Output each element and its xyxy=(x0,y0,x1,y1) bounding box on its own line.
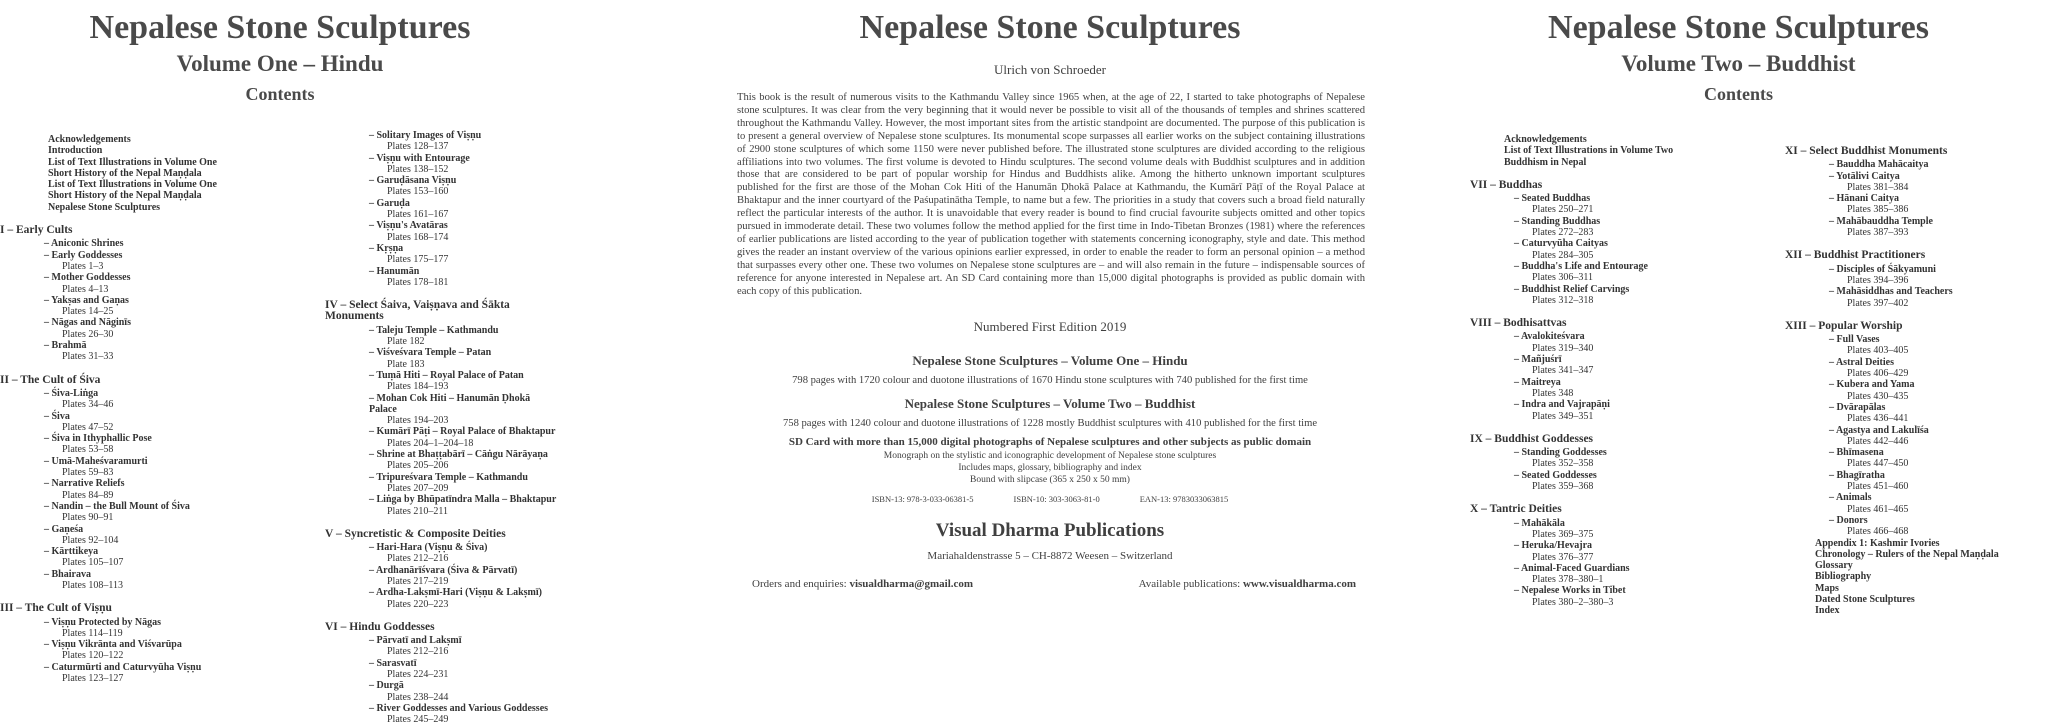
toc-front-matter-entry: Index xyxy=(1815,605,1840,617)
toc-entry: – Viśveśvara Temple – Patan xyxy=(325,347,560,358)
volume-two-title: Volume Two – Buddhist xyxy=(1621,51,1856,76)
toc-entry: – Mohan Cok Hiti – Hanumān Ḍhokā Palace xyxy=(325,393,560,416)
toc-entry: – Viṣṇu's Avatāras xyxy=(325,220,560,231)
toc-plates-range: Plates 312–318 xyxy=(1532,294,1594,306)
toc-entry: – Maitreya xyxy=(1470,377,1770,388)
toc-plates-range: Plates 175–177 xyxy=(387,254,449,266)
volume-one-description: 798 pages with 1720 colour and duotone illustrations of 1670 Hindu stone sculptures with 740 published for the first time xyxy=(792,374,1308,386)
orders-label: Orders and enquiries: xyxy=(752,577,847,590)
edition-line: Numbered First Edition 2019 xyxy=(973,318,1127,334)
toc-section-heading: XI – Select Buddhist Monuments xyxy=(1785,145,1948,157)
toc-entry: – Agastya and Lakulīśa xyxy=(1785,425,2047,436)
toc-plates-range: Plates 178–181 xyxy=(387,276,449,288)
publisher-address: Mariahaldenstrasse 5 – CH-8872 Weesen – Switzerland xyxy=(927,549,1173,562)
toc-plates-range: Plates 59–83 xyxy=(62,467,114,479)
toc-plates-range: Plates 397–402 xyxy=(1847,297,1909,309)
volume-two-contents-panel xyxy=(1430,0,2047,657)
toc-plates-range: Plates 224–231 xyxy=(387,669,449,681)
toc-plates-range: Plates 210–211 xyxy=(387,505,449,517)
toc-plates-range: Plates 380–2–380–3 xyxy=(1532,596,1614,608)
toc-entry: – Standing Buddhas xyxy=(1470,216,1770,227)
toc-plates-range: Plates 466–468 xyxy=(1847,526,1909,538)
toc-entry: – Narrative Reliefs xyxy=(0,478,320,489)
toc-entry: – Śiva-Liṅga xyxy=(0,388,320,399)
toc-front-matter-entry: Acknowledgements xyxy=(1504,134,1587,145)
toc-front-matter-entry: Nepalese Stone Sculptures xyxy=(48,201,161,213)
toc-entry: – Tuṃā Hiti – Royal Palace of Patan xyxy=(325,370,560,381)
toc-entry: – Bhairava xyxy=(0,569,320,580)
toc-plates-range: Plates 284–305 xyxy=(1532,249,1594,261)
toc-front-matter-entry: Buddhism in Nepal xyxy=(1504,156,1587,168)
toc-plates-range: Plates 212–216 xyxy=(387,646,449,658)
toc-plates-range: Plates 394–396 xyxy=(1847,274,1909,286)
toc-plates-range: Plates 238–244 xyxy=(387,691,449,703)
volume-one-title: Volume One – Hindu xyxy=(176,51,384,76)
toc-plates-range: Plates 168–174 xyxy=(387,231,449,243)
toc-entry: – Mahābauddha Temple xyxy=(1785,216,2047,227)
volume-one-contents-panel xyxy=(0,0,560,726)
author-name: Ulrich von Schroeder xyxy=(994,62,1106,77)
toc-entry: – Kubera and Yama xyxy=(1785,379,2047,390)
toc-plates-range: Plates 31–33 xyxy=(62,351,114,363)
toc-plates-range: Plates 461–465 xyxy=(1847,503,1909,515)
toc-plates-range: Plates 161–167 xyxy=(387,209,449,221)
toc-plates-range: Plates 442–446 xyxy=(1847,435,1909,447)
toc-plates-range: Plates 53–58 xyxy=(62,444,114,456)
toc-plates-range: Plates 84–89 xyxy=(62,489,114,501)
toc-plates-range: Plates 128–137 xyxy=(387,141,449,153)
toc-entry: – Taleju Temple – Kathmandu xyxy=(325,325,560,336)
toc-plates-range: Plate 182 xyxy=(387,336,425,348)
toc-entry: – Bauddha Mahācaitya xyxy=(1785,159,2047,170)
toc-plates-range: Plates 378–380–1 xyxy=(1532,574,1604,586)
toc-entry: – Early Goddesses xyxy=(0,250,320,261)
book-description-panel xyxy=(730,0,1370,657)
toc-entry: – Seated Goddesses xyxy=(1470,470,1770,481)
toc-entry: – Indra and Vajrapāṇi xyxy=(1470,399,1770,410)
right-sections-column-2 xyxy=(1785,146,2047,538)
orders-email-link[interactable]: visualdharma@gmail.com xyxy=(849,577,974,590)
isbn-10: ISBN-10: 303-3063-81-0 xyxy=(1013,493,1100,504)
toc-entry: – Viṣṇu Vikrānta and Viśvarūpa xyxy=(0,639,320,650)
toc-front-matter-entry: Chronology – Rulers of the Nepal Maṇḍala xyxy=(1815,548,1999,560)
toc-entry: – Animals xyxy=(1785,492,2047,503)
left-toc-column-2 xyxy=(325,130,560,726)
toc-plates-range: Plates 105–107 xyxy=(62,557,124,569)
toc-plates-range: Plates 348 xyxy=(1532,387,1574,399)
right-toc-column-1 xyxy=(1470,134,1770,608)
toc-plates-range: Plates 120–122 xyxy=(62,650,124,662)
toc-plates-range: Plates 138–152 xyxy=(387,163,449,175)
isbn-row xyxy=(730,494,1370,504)
toc-section-heading: VII – Buddhas xyxy=(1470,178,1543,191)
volume-two-description: 758 pages with 1240 colour and duotone illustrations of 1228 mostly Buddhist sculptures with 410 published for the first time xyxy=(782,417,1318,429)
right-front-matter xyxy=(1470,134,1770,168)
toc-plates-range: Plates 4–13 xyxy=(62,283,109,295)
toc-entry: – Avalokiteśvara xyxy=(1470,331,1770,342)
toc-entry: – Sarasvatī xyxy=(325,658,560,669)
toc-plates-range: Plates 220–223 xyxy=(387,598,449,610)
toc-entry: – Solitary Images of Viṣṇu xyxy=(325,130,560,141)
toc-plates-range: Plates 250–271 xyxy=(1532,204,1594,216)
toc-entry: – Astral Deities xyxy=(1785,357,2047,368)
toc-plates-range: Plates 376–377 xyxy=(1532,551,1594,563)
toc-entry: – Mañjuśrī xyxy=(1470,354,1770,365)
toc-plates-range: Plate 183 xyxy=(387,358,425,370)
toc-section-heading: X – Tantric Deities xyxy=(1470,503,1562,516)
toc-front-matter-entry: Bibliography xyxy=(1815,571,1872,583)
toc-plates-range: Plates 436–441 xyxy=(1847,413,1909,425)
toc-entry: – Standing Goddesses xyxy=(1470,447,1770,458)
toc-plates-range: Plates 359–368 xyxy=(1532,481,1594,493)
toc-plates-range: Plates 385–386 xyxy=(1847,204,1909,216)
bound-line: Bound with slipcase (365 x 250 x 50 mm) xyxy=(970,474,1130,485)
left-title: Nepalese Stone Sculptures xyxy=(89,9,471,46)
toc-entry: – Buddhist Relief Carvings xyxy=(1470,284,1770,295)
toc-section-heading: II – The Cult of Śiva xyxy=(0,373,101,386)
toc-entry: – Viṣṇu Protected by Nāgas xyxy=(0,617,320,628)
toc-entry: – Donors xyxy=(1785,515,2047,526)
toc-plates-range: Plates 212–216 xyxy=(387,553,449,565)
volume-one-heading: Nepalese Stone Sculptures – Volume One – Hindu xyxy=(912,352,1188,368)
toc-entry: – Hari-Hara (Viṣṇu & Śiva) xyxy=(325,542,560,553)
toc-plates-range: Plates 14–25 xyxy=(62,306,114,318)
toc-entry: – River Goddesses and Various Goddesses xyxy=(325,703,560,714)
right-title: Nepalese Stone Sculptures xyxy=(1548,9,1929,46)
toc-section-heading: III – The Cult of Viṣṇu xyxy=(0,602,112,615)
contact-row xyxy=(752,578,1356,590)
toc-section-heading: XII – Buddhist Practitioners xyxy=(1785,249,1926,262)
toc-front-matter-entry: Acknowledgements xyxy=(48,134,131,145)
publications-label: Available publications: xyxy=(1138,577,1241,590)
toc-entry: – Garuḍa xyxy=(325,198,560,209)
toc-entry: – Kṛṣṇa xyxy=(325,243,560,254)
toc-plates-range: Plates 207–209 xyxy=(387,482,449,494)
toc-entry: – Yakṣas and Gaṇas xyxy=(0,295,320,306)
middle-title: Nepalese Stone Sculptures xyxy=(859,9,1241,46)
toc-entry: – Caturvyūha Caityas xyxy=(1470,238,1770,249)
toc-plates-range: Plates 1–3 xyxy=(62,260,104,272)
publisher-name: Visual Dharma Publications xyxy=(935,519,1165,541)
toc-plates-range: Plates 369–375 xyxy=(1532,528,1594,540)
left-sections-column-2 xyxy=(325,130,560,726)
toc-entry: – Pārvatī and Lakṣmī xyxy=(325,635,560,646)
toc-entry: – Yotālivi Caitya xyxy=(1785,171,2047,182)
toc-entry: – Ardhanārīśvara (Śiva & Pārvatī) xyxy=(325,565,560,576)
sd-card-line: SD Card with more than 15,000 digital photographs of Nepalese sculptures and other subjects as public domain xyxy=(788,435,1312,448)
toc-entry: – Durgā xyxy=(325,680,560,691)
orders-contact xyxy=(752,578,973,590)
left-front-matter xyxy=(0,134,320,213)
toc-plates-range: Plates 47–52 xyxy=(62,421,114,433)
toc-entry: – Liṅga by Bhūpatīndra Malla – Bhaktapur xyxy=(325,494,560,505)
toc-plates-range: Plates 217–219 xyxy=(387,575,449,587)
toc-entry: – Dvārapālas xyxy=(1785,402,2047,413)
toc-front-matter-entry: Maps xyxy=(1815,582,1839,594)
toc-entry: – Umā-Maheśvaramurti xyxy=(0,456,320,467)
toc-entry: – Nandin – the Bull Mount of Śiva xyxy=(0,501,320,512)
toc-front-matter-entry: Introduction xyxy=(48,145,103,157)
toc-section-heading: I – Early Cults xyxy=(0,224,73,237)
toc-front-matter-entry: Short History of the Nepal Maṇḍala xyxy=(48,167,202,179)
toc-entry: – Ardha-Lakṣmī-Hari (Viṣṇu & Lakṣmī) xyxy=(325,587,560,598)
toc-entry: – Animal-Faced Guardians xyxy=(1470,563,1770,574)
includes-line: Includes maps, glossary, bibliography and index xyxy=(958,462,1142,473)
toc-plates-range: Plates 90–91 xyxy=(62,512,114,524)
toc-entry: – Kārttikeya xyxy=(0,546,320,557)
left-toc-column-1 xyxy=(0,134,320,684)
toc-section-heading: VIII – Bodhisattvas xyxy=(1470,317,1567,330)
toc-plates-range: Plates 123–127 xyxy=(62,673,124,685)
toc-entry: – Heruka/Hevajra xyxy=(1470,540,1770,551)
toc-entry: – Brahmā xyxy=(0,340,320,351)
toc-plates-range: Plates 92–104 xyxy=(62,534,119,546)
toc-plates-range: Plates 352–358 xyxy=(1532,458,1594,470)
toc-entry: – Caturmūrti and Caturvyūha Viṣṇu xyxy=(0,662,320,673)
toc-entry: – Bhagīratha xyxy=(1785,470,2047,481)
toc-plates-range: Plates 349–351 xyxy=(1532,410,1594,422)
toc-front-matter-entry: List of Text Illustrations in Volume One xyxy=(48,179,217,191)
toc-plates-range: Plates 447–450 xyxy=(1847,458,1909,470)
toc-entry: – Hanumān xyxy=(325,266,560,277)
toc-section-heading: VI – Hindu Goddesses xyxy=(325,620,435,633)
toc-entry: – Śiva xyxy=(0,411,320,422)
toc-front-matter-entry: Short History of the Nepal Maṇḍala xyxy=(48,190,202,202)
toc-section-heading: IX – Buddhist Goddesses xyxy=(1470,432,1594,445)
toc-plates-range: Plates 381–384 xyxy=(1847,181,1909,193)
toc-entry: – Tripureśvara Temple – Kathmandu xyxy=(325,472,560,483)
toc-plates-range: Plates 114–119 xyxy=(62,627,123,639)
ean-13: EAN-13: 9783033063815 xyxy=(1139,493,1229,504)
toc-plates-range: Plates 34–46 xyxy=(62,399,114,411)
toc-plates-range: Plates 272–283 xyxy=(1532,227,1594,239)
toc-plates-range: Plates 153–160 xyxy=(387,186,449,198)
toc-plates-range: Plates 194–203 xyxy=(387,415,449,427)
isbn-13: ISBN-13: 978-3-033-06381-5 xyxy=(871,493,974,504)
monograph-line: Monograph on the stylistic and iconographic development of Nepalese stone sculptures xyxy=(883,450,1217,461)
toc-front-matter-entry: List of Text Illustrations in Volume Two xyxy=(1504,145,1674,157)
toc-front-matter-entry: Appendix 1: Kashmir Ivories xyxy=(1815,537,1940,549)
toc-plates-range: Plates 319–340 xyxy=(1532,342,1594,354)
toc-plates-range: Plates 451–460 xyxy=(1847,481,1909,493)
toc-plates-range: Plates 430–435 xyxy=(1847,390,1909,402)
toc-plates-range: Plates 406–429 xyxy=(1847,368,1909,380)
toc-entry: – Mother Goddesses xyxy=(0,272,320,283)
toc-entry: – Disciples of Śākyamuni xyxy=(1785,264,2047,275)
toc-plates-range: Plates 205–206 xyxy=(387,460,449,472)
right-back-matter xyxy=(1785,538,2047,617)
toc-entry: – Buddha's Life and Entourage xyxy=(1470,261,1770,272)
toc-plates-range: Plates 387–393 xyxy=(1847,227,1909,239)
toc-entry: – Seated Buddhas xyxy=(1470,193,1770,204)
toc-entry: – Garuḍāsana Viṣṇu xyxy=(325,175,560,186)
toc-entry: – Kumārī Pāṭi – Royal Palace of Bhaktapur xyxy=(325,426,560,437)
toc-entry: – Mahākāla xyxy=(1470,518,1770,529)
toc-entry: – Nepalese Works in Tibet xyxy=(1470,585,1770,596)
volume-two-heading: Nepalese Stone Sculptures – Volume Two – Buddhist xyxy=(904,395,1196,411)
toc-plates-range: Plates 204–1–204–18 xyxy=(387,437,474,449)
toc-entry: – Aniconic Shrines xyxy=(0,238,320,249)
right-contents-heading: Contents xyxy=(1703,84,1773,104)
toc-entry: – Bhīmasena xyxy=(1785,447,2047,458)
toc-plates-range: Plates 26–30 xyxy=(62,328,114,340)
toc-entry: – Śiva in Ithyphallic Pose xyxy=(0,433,320,444)
toc-entry: – Shrine at Bhaṭṭabārī – Cāṅgu Nārāyaṇa xyxy=(325,449,560,460)
toc-front-matter-entry: Glossary xyxy=(1815,560,1853,572)
toc-plates-range: Plates 245–249 xyxy=(387,714,449,726)
website-link[interactable]: www.visualdharma.com xyxy=(1242,577,1356,590)
toc-section-heading: V – Syncretistic & Composite Deities xyxy=(325,527,506,540)
toc-entry: – Full Vases xyxy=(1785,334,2047,345)
toc-plates-range: Plates 403–405 xyxy=(1847,345,1909,357)
description-paragraph: This book is the result of numerous visits to the Kathmandu Valley since 1965 when, at the age of 22, I started to take photographs of Nepalese stone sculptures. It was clear from the very beginning that it would never be possible to visit all of the thousands of temples and shrines scattered throughout the Kathmandu Valley. However, the most important sites from the artistic standpoint are documented. The purpose of this publication is to present a general overview of Nepalese stone sculptures. Its monumental scope surpasses all earlier works on the subject containing illustrations of 2900 stone sculptures of which some 1150 were never published before. The illustrated stone sculptures are divided according to the religious affiliations into two volumes. The first volume is devoted to Hindu sculptures. The second volume deals with Buddhist sculptures and in addition those that are considered to be part of popular worship for Hindus and Buddhists alike. Among the hitherto unknown important sculptures published for the first are those of the Mohan Cok Hiti of the Hanumān Ḍhokā Palace at Kathmandu, the Kumārī Pāṭī of the Royal Palace at Bhaktapur and the inner courtyard of the Paśupatinātha Temple, to name but a few. The priorities in a study that covers such a broad field naturally reflect the particular interests of the author. It is unavoidable that every reader is bound to find crucial favourite subjects omitted and other topics pursued in immoderate detail. These two volumes follow the method applied for the first time in Indo-Tibetan Bronzes (1981) where the references of earlier publications are listed according to the year of publication together with statements concerning iconography, style and date. This method gives the reader an instant overview of the various opinions earlier expressed, in order to enable the reader to form an personal opinion – a method that surpasses every other one. These two volumes on Nepalese stone sculptures are – and will also remain in the future – indispensable sources of reference for anyone interested in Nepalese art. An SD Card containing more than 15,000 digital photographs is provided as public domain with each copy of this publication. xyxy=(737,92,1365,297)
publications-contact xyxy=(1139,578,1356,590)
toc-section-heading: XIII – Popular Worship xyxy=(1785,319,1903,332)
right-sections-column-1 xyxy=(1470,180,1770,608)
left-sections-column-1 xyxy=(0,225,320,684)
toc-section-heading: IV – Select Śaiva, Vaiṣṇava and Śākta Monuments xyxy=(325,299,510,323)
right-toc-column-2 xyxy=(1785,134,2047,617)
toc-entry: – Gaṇeśa xyxy=(0,524,320,535)
toc-entry: – Mahāsiddhas and Teachers xyxy=(1785,286,2047,297)
toc-entry: – Nāgas and Nāginīs xyxy=(0,317,320,328)
toc-front-matter-entry: List of Text Illustrations in Volume One xyxy=(48,156,217,168)
toc-entry: – Hānani Caitya xyxy=(1785,193,2047,204)
toc-plates-range: Plates 306–311 xyxy=(1532,272,1594,284)
left-contents-heading: Contents xyxy=(245,84,315,104)
toc-plates-range: Plates 341–347 xyxy=(1532,365,1594,377)
toc-front-matter-entry: Dated Stone Sculptures xyxy=(1815,593,1915,605)
toc-plates-range: Plates 108–113 xyxy=(62,579,124,591)
toc-plates-range: Plates 184–193 xyxy=(387,381,449,393)
toc-entry: – Viṣṇu with Entourage xyxy=(325,153,560,164)
